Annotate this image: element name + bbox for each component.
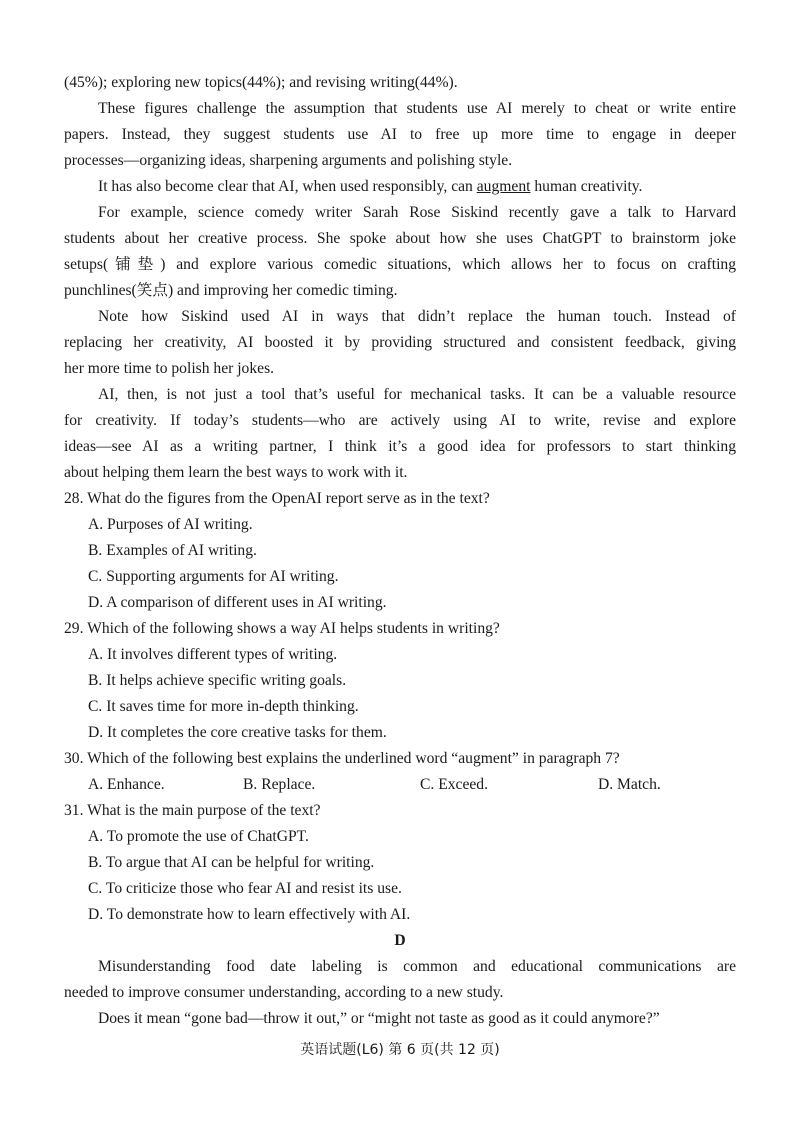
option-d: D. It completes the core creative tasks for them. [88,724,387,741]
option-d: D. A comparison of different uses in AI writing. [88,594,387,611]
question-28 [64,486,736,616]
question-29 [64,616,736,746]
option-b: B. Examples of AI writing. [88,542,257,559]
passage-d-paragraph-1: Misunderstanding food date labeling is common and educational communications are needed to improve consumer understanding, according to a new study. [64,958,736,1001]
option-a: A. It involves different types of writing. [88,646,338,663]
option-d: D. To demonstrate how to learn effectively with AI. [88,906,411,923]
passage-d-paragraph-2: Does it mean “gone bad—throw it out,” or “might not taste as good as it could anymore?” [98,1010,660,1027]
passage-c-paragraph-5: These figures challenge the assumption that students use AI merely to cheat or write entire papers. Instead, they suggest students use AI to free up more time to engage in deeper processes—organizing ideas, sharpening arguments and polishing style. [64,100,736,169]
option-b: B. To argue that AI can be helpful for writing. [88,854,375,871]
page-footer: 英语试题(L6) 第 6 页(共 12 页) [300,1042,500,1058]
option-b: B. It helps achieve specific writing goals. [88,672,347,689]
option-b: B. Replace. [243,776,316,793]
passage-c-paragraph-8: For example, science comedy writer Sarah Rose Siskind recently gave a talk to Harvard students about her creative process. She spoke about how she uses ChatGPT to brainstorm joke setups(铺垫) and explore various comedic situations, which allows her to focus on crafting punchlines(笑点) and improving her comedic timing. [64,204,736,299]
option-c: C. It saves time for more in-depth thinking. [88,698,359,715]
question-31 [64,798,736,928]
exam-page-content [64,70,736,1032]
passage-c-paragraph-9: Note how Siskind used AI in ways that didn’t replace the human touch. Instead of replacing her creativity, AI boosted it by providing structured and consistent feedback, giving her more time to polish her jokes. [64,308,736,377]
question-stem: 29. Which of the following shows a way AI helps students in writing? [64,620,500,637]
option-a: A. Enhance. [88,776,165,793]
question-stem: 31. What is the main purpose of the text? [64,802,321,819]
section-heading-d: D [394,932,406,949]
question-stem: 28. What do the figures from the OpenAI report serve as in the text? [64,490,490,507]
option-a: A. To promote the use of ChatGPT. [88,828,309,845]
passage-c-paragraph-10: AI, then, is not just a tool that’s useful for mechanical tasks. It can be a valuable resource for creativity. If today’s students—who are actively using AI to write, revise and explore ideas—see AI as a writing partner, I think it’s a good idea for professors to start thinking about helping them learn the best ways to work with it. [64,386,736,481]
option-d: D. Match. [598,776,661,793]
options-row [64,772,736,798]
option-c: C. Supporting arguments for AI writing. [88,568,339,585]
question-30 [64,746,736,798]
option-c: C. To criticize those who fear AI and resist its use. [88,880,402,897]
underlined-word-augment: augment [476,178,531,195]
option-a: A. Purposes of AI writing. [88,516,253,533]
passage-c-paragraph-7: It has also become clear that AI, when used responsibly, can augment human creativity. [98,178,643,195]
option-c: C. Exceed. [420,776,488,793]
passage-c-continuation: (45%); exploring new topics(44%); and revising writing(44%). [64,74,458,91]
question-stem: 30. Which of the following best explains the underlined word “augment” in paragraph 7? [64,750,620,767]
